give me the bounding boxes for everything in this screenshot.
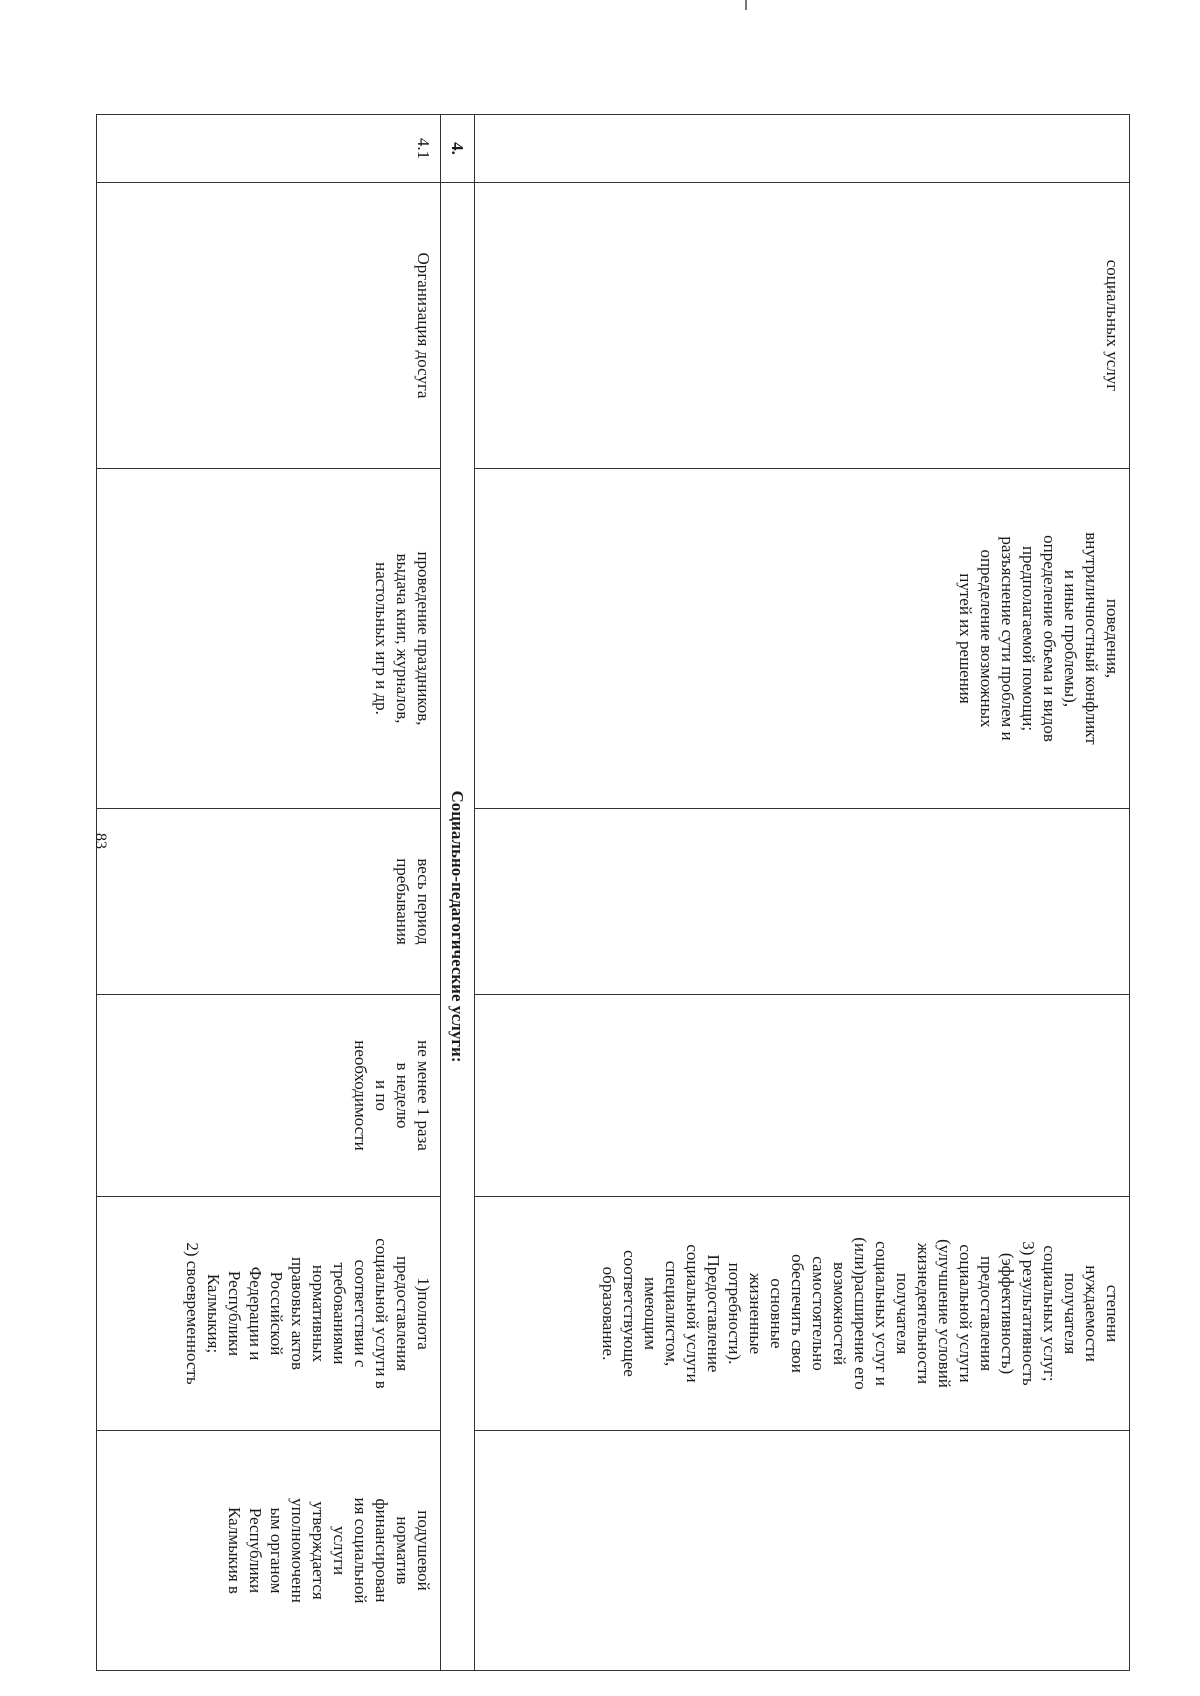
service-timing-cell — [475, 809, 1130, 995]
services-table-sheet — [96, 114, 1130, 1670]
page-number: 83 — [92, 833, 109, 849]
row-number: 4.1 — [97, 115, 441, 183]
service-quality-cell: 1)полнота предоставления социальной услуги в соответствии с требованиями нормативных правовых актов Российской Федерации и Республики Калмыкия; 2) своевременность — [97, 1197, 441, 1431]
section-header-row — [441, 115, 475, 1671]
services-table — [96, 114, 1130, 1671]
service-norm-cell: подушевой норматив финансирован ия социальной услуги утверждается уполномоченн ым органом Республики Калмыкия в — [97, 1431, 441, 1671]
service-content-cell: проведение праздников, выдача книг, журналов, настольных игр и др. — [97, 469, 441, 809]
service-volume-cell — [475, 995, 1130, 1197]
table-row-continued — [475, 115, 1130, 1671]
service-quality-cell: степени нуждаемости получателя социальных услуг; 3) результативность (эффективность) предоставления социальной услуги (улучшение условий жизнедеятельности получателя социальных услуг и (или)расширение его возможностей самостоятельно обеспечить свои основные жизненные потребности). Предоставление социальной услуги специалистом, имеющим соответствующее образование. — [475, 1197, 1130, 1431]
service-timing-cell: весь период пребывания — [97, 809, 441, 995]
service-content-cell: поведения, внутриличностный конфликт и иные проблемы), определение объема и видов предполагаемой помощи; разъяснение сути проблем и определение возможных путей их решения — [475, 469, 1130, 809]
service-name-cell: Организация досуга — [97, 183, 441, 469]
row-number — [475, 115, 1130, 183]
table-row-4-1 — [97, 115, 441, 1671]
scan-mark — [745, 0, 747, 10]
service-volume-cell: не менее 1 раза в неделю и по необходимости — [97, 995, 441, 1197]
section-number: 4. — [441, 115, 475, 183]
service-name-cell: социальных услуг — [475, 183, 1130, 469]
section-title: Социально-педагогические услуги: — [441, 183, 475, 1671]
service-norm-cell — [475, 1431, 1130, 1671]
